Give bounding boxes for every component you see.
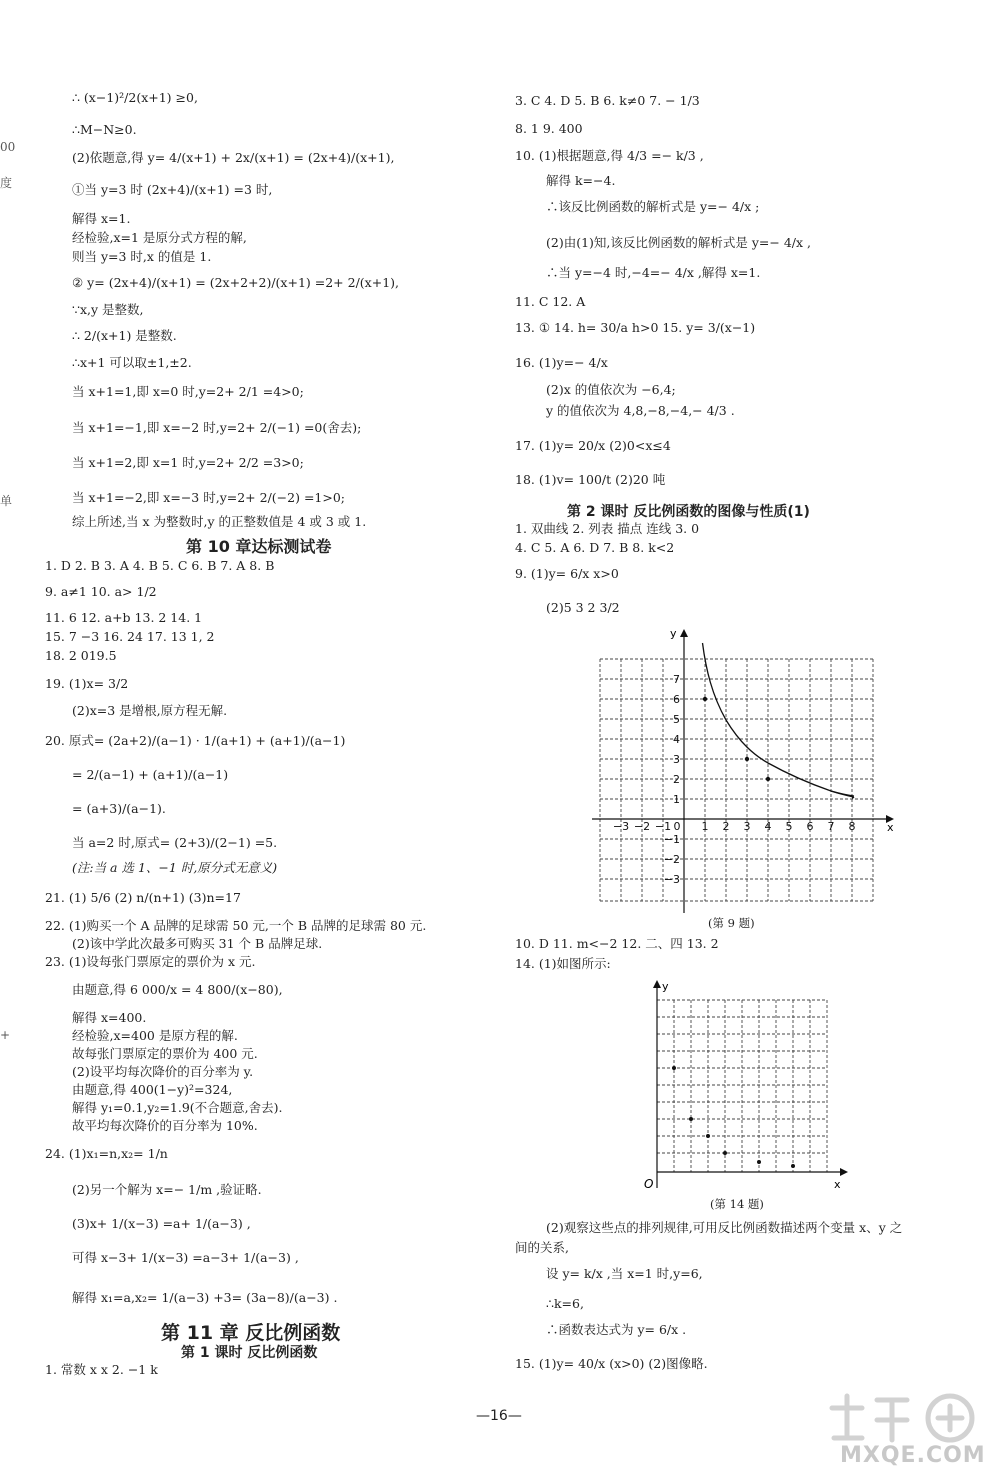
plot-point bbox=[766, 777, 770, 781]
y-tick-label: −3 bbox=[663, 873, 680, 886]
grid bbox=[600, 659, 873, 901]
plot-point bbox=[745, 757, 749, 761]
answer-line: 1. D 2. B 3. A 4. B 5. C 6. B 7. A 8. B bbox=[45, 558, 275, 573]
answer-line: ∴函数表达式为 y= 6/x . bbox=[546, 1322, 687, 1337]
answer-line: 可得 x−3+ 1/(x−3) =a−3+ 1/(a−3) , bbox=[72, 1250, 299, 1265]
grid bbox=[657, 1000, 827, 1172]
answer-line: (2)另一个解为 x=− 1/m ,验证略. bbox=[72, 1182, 262, 1197]
axes bbox=[653, 980, 848, 1188]
x-tick-label: 7 bbox=[827, 820, 835, 833]
plot-point bbox=[703, 697, 707, 701]
hyperbola-tail bbox=[831, 791, 854, 796]
x-axis-label: x bbox=[887, 821, 894, 834]
answer-line: = 2/(a−1) + (a+1)/(a−1) bbox=[72, 767, 229, 782]
origin-label: O bbox=[644, 1177, 654, 1191]
answer-line: 24. (1)x₁=n,x₂= 1/n bbox=[45, 1146, 168, 1161]
margin-mark: 度 bbox=[0, 176, 13, 190]
watermark-text: MXQE.COM bbox=[840, 1443, 986, 1468]
answer-line: 由题意,得 6 000/x = 4 800/(x−80), bbox=[72, 982, 283, 997]
plot-point bbox=[723, 1151, 727, 1155]
x-tick-label: 0 bbox=[673, 820, 681, 833]
answer-line: 10. D 11. m<−2 12. 二、四 13. 2 bbox=[515, 936, 719, 951]
y-tick-label: 3 bbox=[673, 753, 680, 766]
answer-line: 当 x+1=−2,即 x=−3 时,y=2+ 2/(−2) =1>0; bbox=[72, 490, 346, 505]
chapter-heading: 第 11 章 反比例函数 bbox=[161, 1322, 341, 1344]
answer-line: 18. (1)v= 100/t (2)20 吨 bbox=[515, 472, 666, 487]
answer-line: (2)由(1)知,该反比例函数的解析式是 y=− 4/x , bbox=[546, 235, 812, 250]
margin-mark: 00 bbox=[0, 140, 16, 154]
answer-line: 间的关系, bbox=[515, 1240, 569, 1255]
figure-caption: (第 9 题) bbox=[708, 916, 755, 930]
answer-line: 14. (1)如图所示: bbox=[515, 956, 611, 971]
answer-line: 16. (1)y=− 4/x bbox=[515, 355, 608, 370]
x-tick-label: 8 bbox=[848, 820, 856, 833]
answer-line: 20. 原式= (2a+2)/(a−1) · 1/(a+1) + (a+1)/(a−1) bbox=[45, 733, 346, 748]
answer-line: = (a+3)/(a−1). bbox=[72, 801, 166, 816]
lesson-heading: 第 1 课时 反比例函数 bbox=[181, 1345, 318, 1361]
answer-line: 经检验,x=1 是原分式方程的解, bbox=[72, 230, 247, 245]
y-tick-label: −2 bbox=[663, 853, 680, 866]
answer-line: 当 x+1=1,即 x=0 时,y=2+ 2/1 =4>0; bbox=[72, 384, 304, 399]
x-axis-label: x bbox=[834, 1178, 841, 1191]
answer-line: ∴ (x−1)²/2(x+1) ≥0, bbox=[72, 90, 198, 105]
answer-line: 由题意,得 400(1−y)²=324, bbox=[72, 1082, 233, 1097]
answer-line: 当 x+1=2,即 x=1 时,y=2+ 2/2 =3>0; bbox=[72, 455, 304, 470]
y-tick-label: 7 bbox=[673, 673, 680, 686]
section-heading: 第 10 章达标测试卷 bbox=[186, 537, 332, 556]
answer-line: 9. (1)y= 6/x x>0 bbox=[515, 566, 619, 581]
x-tick-labels bbox=[613, 820, 856, 833]
plot-point bbox=[689, 1117, 693, 1121]
x-tick-label: −1 bbox=[654, 820, 672, 833]
plot-point bbox=[706, 1134, 710, 1138]
y-tick-label: 4 bbox=[673, 733, 680, 746]
answer-line: 13. ① 14. h= 30/a h>0 15. y= 3/(x−1) bbox=[515, 320, 756, 335]
y-tick-labels bbox=[664, 673, 680, 886]
answer-line: 经检验,x=400 是原方程的解. bbox=[72, 1028, 238, 1043]
answer-line: 15. (1)y= 40/x (x>0) (2)图像略. bbox=[515, 1356, 708, 1371]
axes bbox=[592, 629, 894, 913]
y-axis-label: y bbox=[670, 627, 677, 640]
answer-line: 故平均每次降价的百分率为 10%. bbox=[72, 1118, 258, 1133]
answer-line: 18. 2 019.5 bbox=[45, 648, 117, 663]
answer-line: 8. 1 9. 400 bbox=[515, 121, 583, 136]
y-tick-label: −1 bbox=[663, 833, 680, 846]
answer-line: (3)x+ 1/(x−3) =a+ 1/(a−3) , bbox=[72, 1216, 251, 1231]
y-tick-label: 2 bbox=[673, 773, 680, 786]
answer-line: 解得 x₁=a,x₂= 1/(a−3) +3= (3a−8)/(a−3) . bbox=[72, 1290, 338, 1305]
answer-line: 则当 y=3 时,x 的值是 1. bbox=[72, 249, 212, 264]
answer-line: 解得 y₁=0.1,y₂=1.9(不合题意,舍去). bbox=[72, 1100, 283, 1115]
answer-line: ∴k=6, bbox=[546, 1296, 584, 1311]
y-axis-label: y bbox=[662, 980, 669, 993]
answer-line: ∴当 y=−4 时,−4=− 4/x ,解得 x=1. bbox=[546, 265, 761, 280]
answer-line: (2)设平均每次降价的百分率为 y. bbox=[72, 1064, 254, 1079]
x-tick-label: 3 bbox=[743, 820, 751, 833]
answer-line: 11. 6 12. a+b 13. 2 14. 1 bbox=[45, 610, 203, 625]
answer-line: 3. C 4. D 5. B 6. k≠0 7. − 1/3 bbox=[515, 93, 700, 108]
answer-line: ∵x,y 是整数, bbox=[72, 302, 144, 317]
answer-line: ∴x+1 可以取±1,±2. bbox=[72, 355, 192, 370]
figure-caption: (第 14 题) bbox=[710, 1197, 764, 1211]
answer-line: 解得 k=−4. bbox=[546, 173, 616, 188]
x-tick-label: −2 bbox=[633, 820, 651, 833]
answer-line: ∴该反比例函数的解析式是 y=− 4/x ; bbox=[546, 199, 760, 214]
answer-line: 10. (1)根据题意,得 4/3 =− k/3 , bbox=[515, 148, 704, 163]
answer-line: 23. (1)设每张门票原定的票价为 x 元. bbox=[45, 954, 256, 969]
answer-line: 21. (1) 5/6 (2) n/(n+1) (3)n=17 bbox=[45, 890, 241, 905]
answer-line: ∴ 2/(x+1) 是整数. bbox=[72, 328, 177, 343]
x-tick-label: 1 bbox=[701, 820, 709, 833]
plot-point bbox=[757, 1160, 761, 1164]
y-tick-label: 5 bbox=[673, 713, 680, 726]
note-line: (注:当 a 选 1、−1 时,原分式无意义) bbox=[72, 860, 278, 875]
plot-point bbox=[791, 1164, 795, 1168]
plot-point bbox=[672, 1066, 676, 1070]
margin-mark: 单 bbox=[0, 494, 13, 508]
page-number: —16— bbox=[476, 1408, 522, 1424]
answer-line: (2)依题意,得 y= 4/(x+1) + 2x/(x+1) = (2x+4)/(x+1), bbox=[72, 150, 395, 165]
answer-line: 4. C 5. A 6. D 7. B 8. k<2 bbox=[515, 540, 675, 555]
answer-line: (2)x=3 是增根,原方程无解. bbox=[72, 703, 228, 718]
answer-line: 设 y= k/x ,当 x=1 时,y=6, bbox=[546, 1266, 703, 1281]
answer-line: 当 x+1=−1,即 x=−2 时,y=2+ 2/(−1) =0(舍去); bbox=[72, 420, 362, 435]
answer-line: 15. 7 −3 16. 24 17. 13 1, 2 bbox=[45, 629, 215, 644]
x-tick-label: 6 bbox=[806, 820, 814, 833]
answer-line: ①当 y=3 时 (2x+4)/(x+1) =3 时, bbox=[72, 182, 273, 197]
answer-line: 解得 x=1. bbox=[72, 211, 131, 226]
y-tick-label: 6 bbox=[673, 693, 680, 706]
answer-line: 17. (1)y= 20/x (2)0<x≤4 bbox=[515, 438, 671, 453]
answer-line: 1. 双曲线 2. 列表 描点 连线 3. 0 bbox=[515, 521, 700, 536]
answer-line: ② y= (2x+4)/(x+1) = (2x+2+2)/(x+1) =2+ 2/(x+1), bbox=[72, 275, 399, 290]
x-tick-label: 5 bbox=[785, 820, 793, 833]
lesson-heading: 第 2 课时 反比例函数的图像与性质(1) bbox=[567, 504, 810, 520]
figure-9-graph bbox=[588, 625, 898, 915]
answer-line: 解得 x=400. bbox=[72, 1010, 147, 1025]
margin-mark: + bbox=[0, 1028, 11, 1042]
answer-line: 11. C 12. A bbox=[515, 294, 586, 309]
answer-line: 故每张门票原定的票价为 400 元. bbox=[72, 1046, 258, 1061]
x-tick-label: −3 bbox=[612, 820, 630, 833]
answer-line: (2)观察这些点的排列规律,可用反比例函数描述两个变量 x、y 之 bbox=[546, 1220, 903, 1235]
answer-line: 22. (1)购买一个 A 品牌的足球需 50 元,一个 B 品牌的足球需 80 元. bbox=[45, 918, 427, 933]
answer-line: (2)该中学此次最多可购买 31 个 B 品牌足球. bbox=[72, 936, 323, 951]
answer-line: 1. 常数 x x 2. −1 k bbox=[45, 1362, 158, 1377]
answer-line: 9. a≠1 10. a> 1/2 bbox=[45, 584, 157, 599]
answer-line: (2)5 3 2 3/2 bbox=[546, 600, 620, 615]
answer-line: 综上所述,当 x 为整数时,y 的正整数值是 4 或 3 或 1. bbox=[72, 514, 367, 529]
y-tick-label: 1 bbox=[673, 793, 680, 806]
x-tick-label: 2 bbox=[722, 820, 730, 833]
figure-14-graph bbox=[640, 976, 850, 1194]
answer-line: ∴M−N≥0. bbox=[72, 122, 137, 137]
answer-line: 当 a=2 时,原式= (2+3)/(2−1) =5. bbox=[72, 835, 278, 850]
answer-line: (2)x 的值依次为 −6,4; bbox=[546, 382, 676, 397]
x-tick-label: 4 bbox=[764, 820, 772, 833]
answer-line: 19. (1)x= 3/2 bbox=[45, 676, 129, 691]
answer-line: y 的值依次为 4,8,−8,−4,− 4/3 . bbox=[546, 403, 735, 418]
